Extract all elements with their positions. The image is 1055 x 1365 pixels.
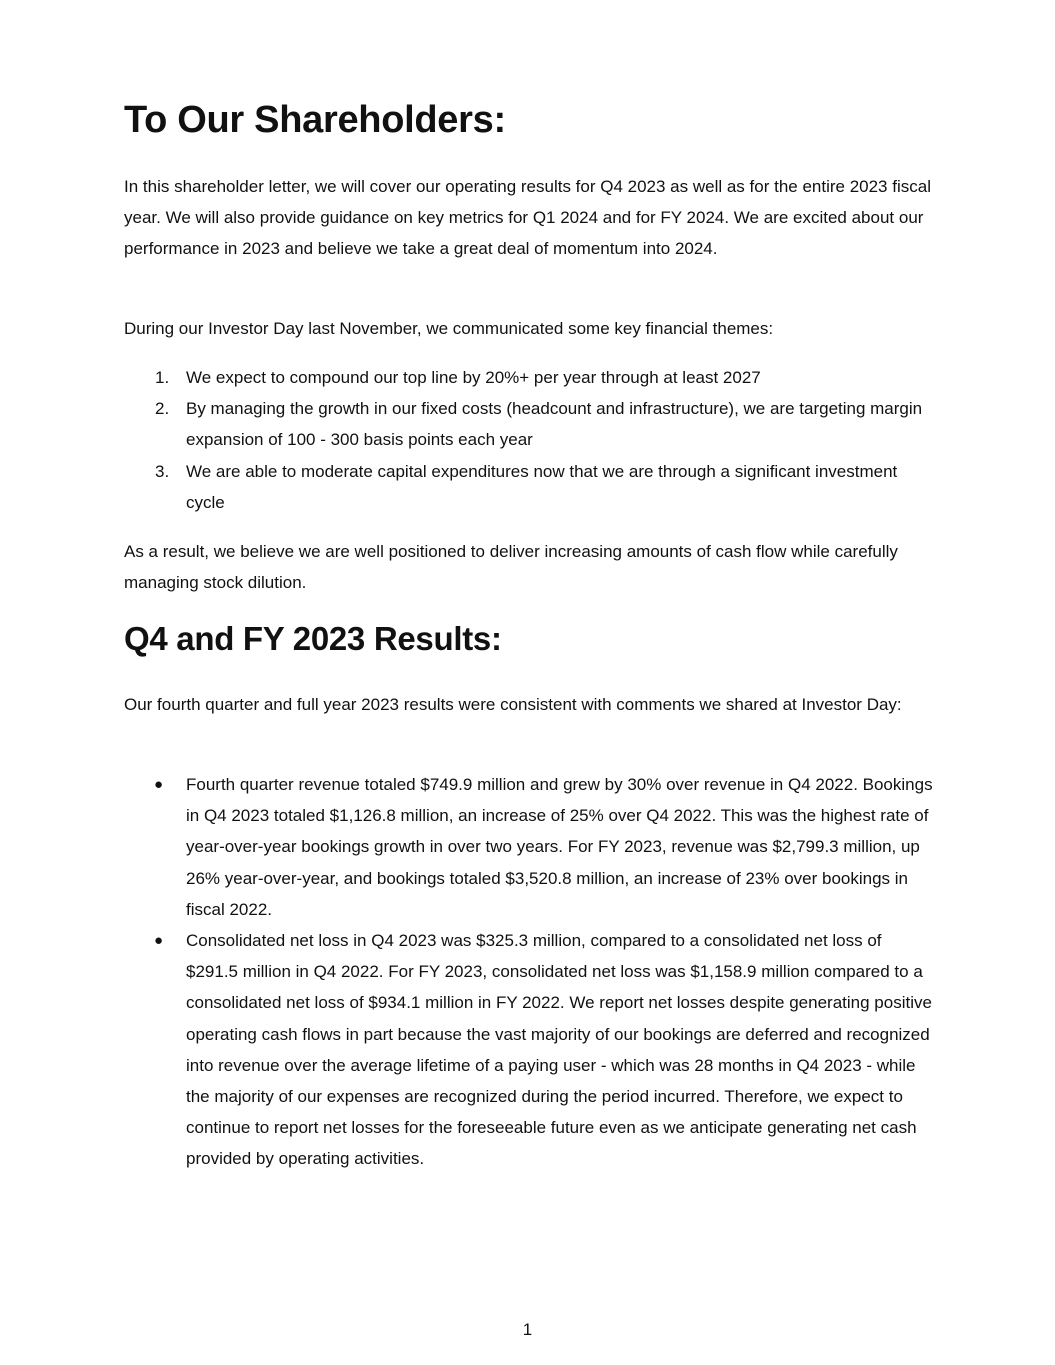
- list-item: [124, 362, 934, 393]
- intro-paragraph: [124, 171, 934, 265]
- page-title: To Our Shareholders:: [124, 99, 506, 141]
- list-item-text: By managing the growth in our fixed costs (headcount and infrastructure), we are targeting margin expansion of 100 - 300 basis points each year: [186, 399, 923, 450]
- list-item-text: Consolidated net loss in Q4 2023 was $325.3 million, compared to a consolidated net loss of $291.5 million in Q4 2022. For FY 2023, consolidated net loss was $1,158.9 million compared to a consolidated net loss of $934.1 million in FY 2022. We report net losses despite generating positive operating cash flows in part because the vast majority of our bookings are deferred and recognized into revenue over the average lifetime of a paying user - which was 28 months in Q4 2023 - while the majority of our expenses are recognized during the period incurred. Therefore, we expect to continue to report net losses for the foreseeable future even as we anticipate generating net cash provided by operating activities.: [186, 931, 932, 1169]
- list-marker: 2.: [155, 399, 170, 419]
- list-marker: 3.: [155, 461, 170, 481]
- conclusion-text: As a result, we believe we are well positioned to deliver increasing amounts of cash flow while carefully managing stock dilution.: [124, 542, 898, 593]
- list-item: [124, 769, 934, 925]
- intro-paragraph-text: In this shareholder letter, we will cover our operating results for Q4 2023 as well as for the entire 2023 fiscal year. We will also provide guidance on key metrics for Q1 2024 and for FY 2024. We are excited about our performance in 2023 and believe we take a great deal of momentum into 2024.: [124, 177, 931, 259]
- list-item-text: We expect to compound our top line by 20%+ per year through at least 2027: [186, 368, 761, 387]
- results-paragraph: [124, 689, 934, 720]
- page-number: 1: [522, 1320, 533, 1339]
- themes-intro-text: During our Investor Day last November, we communicated some key financial themes:: [124, 319, 774, 338]
- list-item: [124, 393, 934, 455]
- conclusion-paragraph: [124, 536, 934, 598]
- list-item: [124, 925, 934, 1175]
- themes-intro-paragraph: [124, 313, 934, 344]
- list-item-text: Fourth quarter revenue totaled $749.9 million and grew by 30% over revenue in Q4 2022. Bookings in Q4 2023 totaled $1,126.8 million, an increase of 25% over Q4 2022. This was the highest rate of year-over-year bookings growth in over two years. For FY 2023, revenue was $2,799.3 million, up 26% year-over-year, and bookings totaled $3,520.8 million, an increase of 23% over bookings in fiscal 2022.: [186, 775, 933, 919]
- results-paragraph-text: Our fourth quarter and full year 2023 results were consistent with comments we shared at Investor Day:: [124, 695, 902, 714]
- list-marker: 1.: [155, 368, 170, 387]
- section-heading: Q4 and FY 2023 Results:: [124, 620, 502, 657]
- themes-list: [124, 362, 934, 518]
- bullet-icon: ●: [154, 932, 164, 950]
- bullet-icon: ●: [154, 776, 164, 793]
- results-bullet-list: [124, 769, 934, 1175]
- list-item-text: We are able to moderate capital expenditures now that we are through a significant investment cycle: [186, 461, 898, 512]
- list-item: [124, 456, 934, 518]
